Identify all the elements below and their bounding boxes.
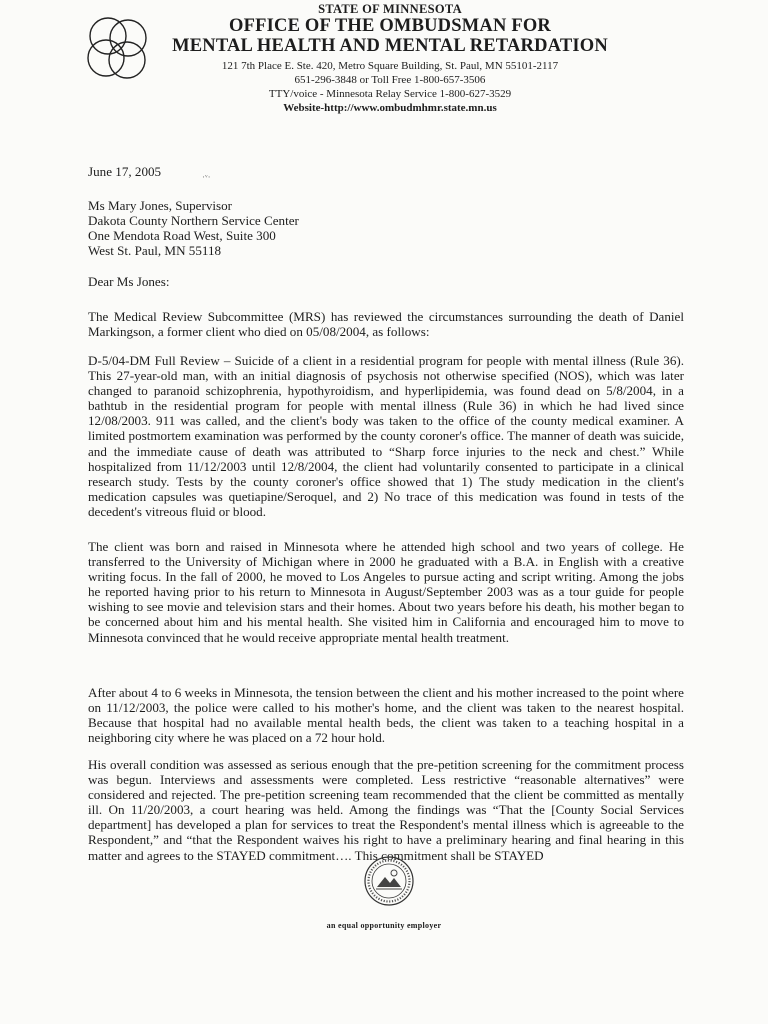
letter-date: June 17, 2005 [88,164,162,179]
letterhead [160,2,620,115]
paragraph-hospitalization: After about 4 to 6 weeks in Minnesota, the tension between the client and his mother increased to the point where on 11/12/2003, the police were called to his mother's home, and the client was taken to the nearest hospital. Because that hospital had no available mental health beds, the client was taken to a teaching hospital in a neighboring city where he was placed on a 72 hour hold. [88,685,684,746]
paragraph-commitment: His overall condition was assessed as serious enough that the pre-petition screening for the commitment process was begun. Interviews and assessments were completed. Less restrictive “reasonable alternatives” were considered and rejected. The pre-petition screening team recommended that the client be committed as mentally ill. On 11/20/2003, a court hearing was held. Among the findings was “That the [County Social Services department] has developed a plan for services to treat the Respondent's mental illness which is agreeable to the Respondent,” and “that the Respondent waives his right to have a preliminary hearing and final hearing in this matter and agrees to the STAYED commitment…. This commitment shall be STAYED [88,757,684,863]
state-seal-icon [363,855,415,907]
recipient-line: Ms Mary Jones, Supervisor [88,198,233,213]
office-tty: TTY/voice - Minnesota Relay Service 1-800-627-3529 [268,88,512,100]
office-name-line2: MENTAL HEALTH AND MENTAL RETARDATION [172,36,608,56]
recipient-address [88,198,684,258]
salutation: Dear Ms Jones: [88,274,170,289]
interlocking-rings-logo [80,8,160,88]
recipient-line: West St. Paul, MN 55118 [88,243,222,259]
paragraph-background: The client was born and raised in Minnesota where he attended high school and two years of college. He transferred to the University of Michigan where in 2000 he graduated with a B.A. in English with a creative writing focus. In the fall of 2000, he moved to Los Angeles to pursue acting and script writing. Among the jobs he reported having prior to his return to Minnesota in August/September 2003 was as a tour guide for people wishing to see movie and television stars and their homes. About two years before his death, his mother began to be concerned about him and his mental health. She visited him in California and encouraged him to move to Minnesota convinced that he would receive appropriate mental health treatment. [88,539,684,645]
state-name: STATE OF MINNESOTA [318,2,462,16]
scan-speck: ·ᵛ· [202,172,211,182]
paragraph-intro: The Medical Review Subcommittee (MRS) has reviewed the circumstances surrounding the death of Daniel Markingson, a former client who died on 05/08/2004, as follows: [88,309,684,340]
office-phone: 651-296-3848 or Toll Free 1-800-657-3506 [294,74,486,86]
recipient-line: One Mendota Road West, Suite 300 [88,228,276,244]
office-website: Website-http://www.ombudmhmr.state.mn.us [283,102,497,114]
recipient-line: Dakota County Northern Service Center [88,213,299,229]
office-address: 121 7th Place E. Ste. 420, Metro Square Building, St. Paul, MN 55101-2117 [221,60,559,72]
paragraph-review: D-5/04-DM Full Review – Suicide of a client in a residential program for people with mental illness (Rule 36). This 27-year-old man, with an initial diagnosis of psychosis not otherwise specified (NOS), which was later changed to paranoid schizophrenia, hypothyroidism, and hyperlipidemia, was found dead on 5/8/2004, in a bathtub in the residential program for people with mental illness (Rule 36) in which he had lived since 12/08/2003. 911 was called, and the client's body was taken to the office of the county medical examiner. A limited postmortem examination was performed by the county coroner's office. The manner of death was suicide, and the immediate cause of death was attributed to “Sharp force injuries to the neck and chest.” While hospitalized from 11/12/2003 until 12/8/2004, the client had voluntarily consented to participate in a clinical research study. Tests by the county coroner's office showed that 1) The study medication in the client's medication capsules was quetiapine/Seroquel, and 2) No trace of this medication was found in tests of the decedent's vitreous fluid or blood. [88,353,684,519]
office-name-line1: OFFICE OF THE OMBUDSMAN FOR [229,16,551,36]
footer-tagline: an equal opportunity employer [326,921,442,930]
